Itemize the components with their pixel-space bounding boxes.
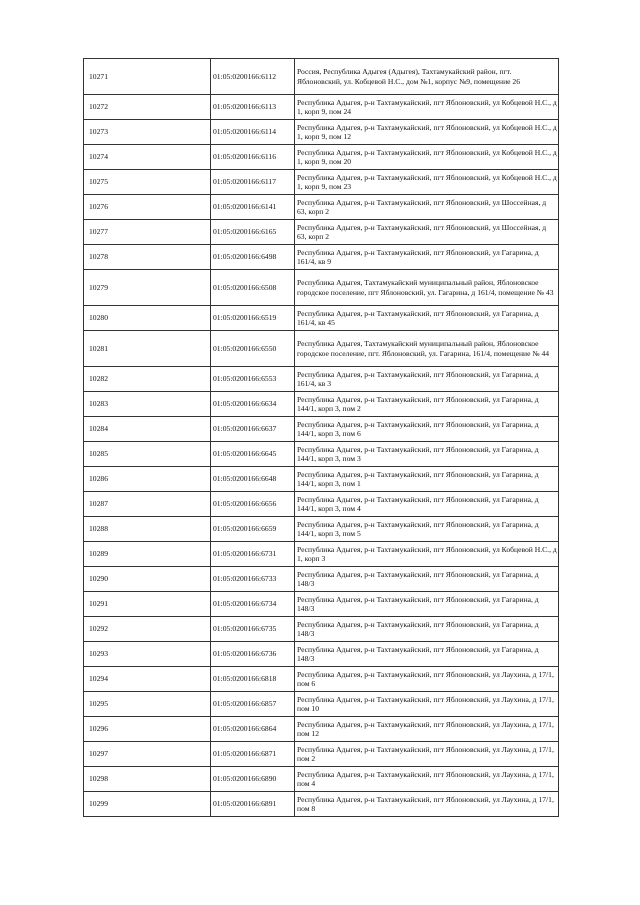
row-number-cell: 10282 — [84, 367, 211, 392]
row-number-cell: 10287 — [84, 492, 211, 517]
row-number-cell: 10292 — [84, 617, 211, 642]
table-row — [84, 717, 559, 742]
table-row — [84, 492, 559, 517]
cadastral-number-cell: 01:05:0200166:6498 — [211, 245, 295, 270]
row-number-cell: 10274 — [84, 145, 211, 170]
table-row — [84, 306, 559, 331]
table-row — [84, 467, 559, 492]
row-number-cell: 10284 — [84, 417, 211, 442]
table-row — [84, 667, 559, 692]
address-cell: Республика Адыгея, р-н Тахтамукайский, пгт Яблоновский, ул Гагарина, д 148/3 — [295, 642, 559, 667]
row-number-cell: 10272 — [84, 95, 211, 120]
table-row — [84, 170, 559, 195]
table-row — [84, 617, 559, 642]
address-cell: Республика Адыгея, р-н Тахтамукайский, пгт Яблоновский, ул Гагарина, д 144/1, корп 3, пом 5 — [295, 517, 559, 542]
row-number-cell: 10293 — [84, 642, 211, 667]
table-row — [84, 220, 559, 245]
table-row — [84, 270, 559, 306]
cadastral-number-cell: 01:05:0200166:6550 — [211, 331, 295, 367]
cadastral-number-cell: 01:05:0200166:6857 — [211, 692, 295, 717]
cadastral-number-cell: 01:05:0200166:6114 — [211, 120, 295, 145]
cadastral-number-cell: 01:05:0200166:6735 — [211, 617, 295, 642]
cadastral-number-cell: 01:05:0200166:6553 — [211, 367, 295, 392]
address-cell: Республика Адыгея, р-н Тахтамукайский, пгт Яблоновский, ул Лаухина, д 17/1, пом 8 — [295, 792, 559, 817]
row-number-cell: 10279 — [84, 270, 211, 306]
row-number-cell: 10289 — [84, 542, 211, 567]
address-cell: Республика Адыгея, р-н Тахтамукайский, пгт Яблоновский, ул Кобцевой Н.С., д 1, корп 9, пом 23 — [295, 170, 559, 195]
row-number-cell: 10298 — [84, 767, 211, 792]
row-number-cell: 10271 — [84, 59, 211, 95]
table-row — [84, 120, 559, 145]
cadastral-number-cell: 01:05:0200166:6117 — [211, 170, 295, 195]
cadastral-number-cell: 01:05:0200166:6656 — [211, 492, 295, 517]
row-number-cell: 10276 — [84, 195, 211, 220]
address-cell: Республика Адыгея, р-н Тахтамукайский, пгт Яблоновский, ул Лаухина, д 17/1, пом 12 — [295, 717, 559, 742]
address-cell: Республика Адыгея, р-н Тахтамукайский, пгт Яблоновский, ул Лаухина, д 17/1, пом 6 — [295, 667, 559, 692]
row-number-cell: 10281 — [84, 331, 211, 367]
row-number-cell: 10285 — [84, 442, 211, 467]
cadastral-number-cell: 01:05:0200166:6871 — [211, 742, 295, 767]
row-number-cell: 10288 — [84, 517, 211, 542]
table-row — [84, 692, 559, 717]
row-number-cell: 10295 — [84, 692, 211, 717]
row-number-cell: 10277 — [84, 220, 211, 245]
row-number-cell: 10294 — [84, 667, 211, 692]
address-cell: Республика Адыгея, р-н Тахтамукайский, пгт Яблоновский, ул Шоссейная, д 63, корп 2 — [295, 220, 559, 245]
table-row — [84, 195, 559, 220]
address-cell: Республика Адыгея, р-н Тахтамукайский, пгт Яблоновский, ул Гагарина, д 161/4, кв 9 — [295, 245, 559, 270]
address-cell: Республика Адыгея, р-н Тахтамукайский, пгт Яблоновский, ул Гагарина, д 161/4, кв 45 — [295, 306, 559, 331]
table-row — [84, 517, 559, 542]
cadastral-number-cell: 01:05:0200166:6891 — [211, 792, 295, 817]
address-cell: Республика Адыгея, р-н Тахтамукайский, пгт Яблоновский, ул Шоссейная, д 63, корп 2 — [295, 195, 559, 220]
row-number-cell: 10283 — [84, 392, 211, 417]
address-cell: Республика Адыгея, р-н Тахтамукайский, пгт Яблоновский, ул Гагарина, д 148/3 — [295, 567, 559, 592]
table-row — [84, 95, 559, 120]
table-row — [84, 642, 559, 667]
cadastral-number-cell: 01:05:0200166:6645 — [211, 442, 295, 467]
table-row — [84, 792, 559, 817]
address-cell: Республика Адыгея, Тахтамукайский муниципальный район, Яблоновское городское поселение, пгт Яблоновский, ул. Гагарина, д 161/4, помещение № 43 — [295, 270, 559, 306]
row-number-cell: 10299 — [84, 792, 211, 817]
row-number-cell: 10296 — [84, 717, 211, 742]
cadastral-number-cell: 01:05:0200166:6734 — [211, 592, 295, 617]
row-number-cell: 10273 — [84, 120, 211, 145]
address-cell: Республика Адыгея, р-н Тахтамукайский, пгт Яблоновский, ул Гагарина, д 144/1, корп 3, пом 3 — [295, 442, 559, 467]
address-cell: Республика Адыгея, р-н Тахтамукайский, пгт Яблоновский, ул Гагарина, д 144/1, корп 3, пом 4 — [295, 492, 559, 517]
table-row — [84, 367, 559, 392]
table-row — [84, 331, 559, 367]
address-cell: Республика Адыгея, р-н Тахтамукайский, пгт Яблоновский, ул Лаухина, д 17/1, пом 4 — [295, 767, 559, 792]
address-cell: Республика Адыгея, р-н Тахтамукайский, пгт Яблоновский, ул Гагарина, д 148/3 — [295, 592, 559, 617]
address-cell: Республика Адыгея, р-н Тахтамукайский, пгт Яблоновский, ул Кобцевой Н.С., д 1, корп 9, пом 24 — [295, 95, 559, 120]
table-row — [84, 767, 559, 792]
cadastral-number-cell: 01:05:0200166:6634 — [211, 392, 295, 417]
property-table — [83, 58, 559, 817]
cadastral-number-cell: 01:05:0200166:6648 — [211, 467, 295, 492]
table-row — [84, 542, 559, 567]
table-row — [84, 742, 559, 767]
row-number-cell: 10278 — [84, 245, 211, 270]
row-number-cell: 10275 — [84, 170, 211, 195]
row-number-cell: 10291 — [84, 592, 211, 617]
address-cell: Республика Адыгея, р-н Тахтамукайский, пгт Яблоновский, ул Лаухина, д 17/1, пом 10 — [295, 692, 559, 717]
address-cell: Республика Адыгея, р-н Тахтамукайский, пгт Яблоновский, ул Гагарина, д 144/1, корп 3, пом 1 — [295, 467, 559, 492]
table-row — [84, 567, 559, 592]
address-cell: Республика Адыгея, р-н Тахтамукайский, пгт Яблоновский, ул Гагарина, д 144/1, корп 3, пом 2 — [295, 392, 559, 417]
cadastral-number-cell: 01:05:0200166:6112 — [211, 59, 295, 95]
table-row — [84, 417, 559, 442]
address-cell: Республика Адыгея, Тахтамукайский муниципальный район, Яблоновское городское поселение, пгт. Яблоновский, ул. Гагарина, 161/4, помещение № 44 — [295, 331, 559, 367]
row-number-cell: 10286 — [84, 467, 211, 492]
cadastral-number-cell: 01:05:0200166:6113 — [211, 95, 295, 120]
table-row — [84, 145, 559, 170]
address-cell: Республика Адыгея, р-н Тахтамукайский, пгт Яблоновский, ул Гагарина, д 148/3 — [295, 617, 559, 642]
address-cell: Республика Адыгея, р-н Тахтамукайский, пгт Яблоновский, ул Лаухина, д 17/1, пом 2 — [295, 742, 559, 767]
address-cell: Республика Адыгея, р-н Тахтамукайский, пгт Яблоновский, ул Гагарина, д 144/1, корп 3, пом 6 — [295, 417, 559, 442]
cadastral-number-cell: 01:05:0200166:6733 — [211, 567, 295, 592]
table-row — [84, 59, 559, 95]
table-row — [84, 392, 559, 417]
cadastral-number-cell: 01:05:0200166:6659 — [211, 517, 295, 542]
cadastral-number-cell: 01:05:0200166:6165 — [211, 220, 295, 245]
table-row — [84, 592, 559, 617]
address-cell: Республика Адыгея, р-н Тахтамукайский, пгт Яблоновский, ул Кобцевой Н.С., д 1, корп 3 — [295, 542, 559, 567]
cadastral-number-cell: 01:05:0200166:6141 — [211, 195, 295, 220]
cadastral-number-cell: 01:05:0200166:6116 — [211, 145, 295, 170]
cadastral-number-cell: 01:05:0200166:6736 — [211, 642, 295, 667]
address-cell: Республика Адыгея, р-н Тахтамукайский, пгт Яблоновский, ул Кобцевой Н.С., д 1, корп 9, пом 12 — [295, 120, 559, 145]
table-row — [84, 245, 559, 270]
row-number-cell: 10297 — [84, 742, 211, 767]
address-cell: Республика Адыгея, р-н Тахтамукайский, пгт Яблоновский, ул Кобцевой Н.С., д 1, корп 9, пом 20 — [295, 145, 559, 170]
cadastral-number-cell: 01:05:0200166:6818 — [211, 667, 295, 692]
row-number-cell: 10280 — [84, 306, 211, 331]
address-cell: Республика Адыгея, р-н Тахтамукайский, пгт Яблоновский, ул Гагарина, д 161/4, кв 3 — [295, 367, 559, 392]
cadastral-number-cell: 01:05:0200166:6890 — [211, 767, 295, 792]
cadastral-number-cell: 01:05:0200166:6731 — [211, 542, 295, 567]
cadastral-number-cell: 01:05:0200166:6519 — [211, 306, 295, 331]
table-row — [84, 442, 559, 467]
cadastral-number-cell: 01:05:0200166:6508 — [211, 270, 295, 306]
address-cell: Россия, Республика Адыгея (Адыгея), Тахтамукайский район, пгт. Яблоновский, ул. Кобцевой Н.С., дом №1, корпус №9, помещение 26 — [295, 59, 559, 95]
table-body — [84, 59, 559, 817]
cadastral-number-cell: 01:05:0200166:6637 — [211, 417, 295, 442]
cadastral-number-cell: 01:05:0200166:6864 — [211, 717, 295, 742]
row-number-cell: 10290 — [84, 567, 211, 592]
